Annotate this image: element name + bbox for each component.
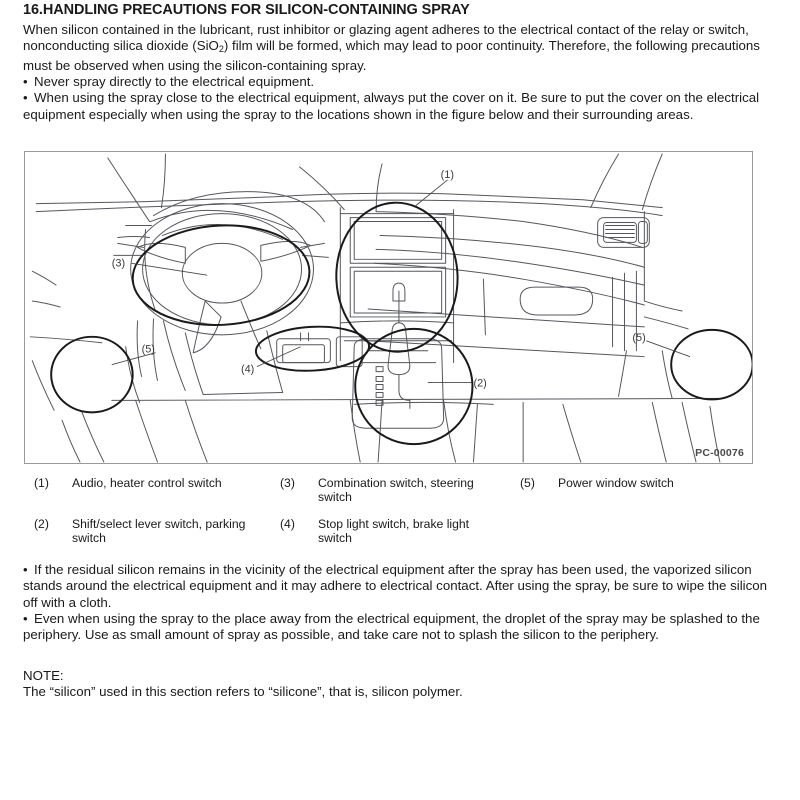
bullet-text: Never spray directly to the electrical equipment. (34, 74, 315, 89)
callout-label-5-right: (5) (632, 331, 646, 344)
precaution-bullet-list (23, 74, 780, 123)
intro-text-part1: When silicon contained in the lubricant, rust inhibitor or glazing agent adheres to the electrical contact of the relay or switch, nonconducting silica dioxide (SiO (23, 22, 749, 54)
legend-item (34, 517, 280, 545)
legend-item (520, 476, 760, 504)
list-item (23, 562, 780, 611)
callout-circle-5-left (51, 337, 132, 413)
list-item (23, 611, 780, 644)
note-title: NOTE: (23, 668, 64, 683)
bullet-marker-icon: • (23, 74, 28, 89)
bullet-text: Even when using the spray to the place away from the electrical equipment, the droplet of the spray may be splashed to the periphery. Use as small amount of spray as possible, and take care not to splash the silicon to the periphery. (23, 610, 760, 643)
dashboard-line-art (25, 152, 752, 463)
callout-label-4: (4) (240, 363, 255, 376)
figure-code: PC-00076 (695, 447, 744, 459)
list-item (23, 74, 780, 90)
bullet-marker-icon: • (23, 562, 28, 577)
callout-label-1: (1) (440, 168, 455, 181)
legend-label: Shift/select lever switch, parking switch (72, 517, 246, 545)
intro-text-part2: ) film will be formed, which may lead to poor continuity. Therefore, the following precautions must be observed when using the silicon-containing spray. (23, 38, 760, 73)
figure-legend (34, 476, 774, 545)
footer-bullet-list (23, 562, 780, 643)
page-title: 16.HANDLING PRECAUTIONS FOR SILICON-CONTAINING SPRAY (23, 2, 470, 18)
sio2-subscript: 2 (218, 44, 224, 55)
note-block (23, 668, 780, 701)
legend-label: Combination switch, steering switch (318, 476, 474, 504)
legend-number: (2) (34, 517, 49, 531)
callout-label-2: (2) (473, 377, 487, 390)
callout-circle-5-right (671, 330, 752, 400)
legend-number: (1) (34, 476, 49, 490)
list-item (23, 90, 780, 123)
intro-paragraph (23, 22, 780, 74)
legend-number: (4) (280, 517, 295, 531)
callout-label-5-left: (5) (141, 343, 155, 356)
legend-item (34, 476, 280, 504)
legend-item (280, 517, 520, 545)
legend-number: (3) (280, 476, 295, 490)
bullet-text: If the residual silicon remains in the vicinity of the electrical equipment after the spray has been used, the vaporized silicon stands around the electrical equipment and it may adhere to electrical contact. After using the spray, be sure to wipe the silicon off with a cloth. (23, 562, 768, 610)
note-text: The “silicon” used in this section refers to “silicone”, that is, silicon polymer. (23, 684, 463, 700)
legend-label: Audio, heater control switch (72, 476, 222, 490)
callout-circle-2 (355, 329, 472, 444)
callout-label-3: (3) (111, 257, 126, 270)
legend-number: (5) (520, 476, 535, 490)
bullet-marker-icon: • (23, 610, 28, 626)
bullet-marker-icon: • (23, 90, 28, 106)
figure-dashboard-illustration (24, 151, 753, 464)
legend-item (280, 476, 520, 504)
bullet-text: When using the spray close to the electrical equipment, always put the cover on it. Be sure to put the cover on the electrical equipment especially when using the spray to the locations shown in the figure below and their surrounding areas. (23, 90, 760, 122)
legend-label: Power window switch (558, 476, 674, 490)
callout-circle-4 (255, 324, 370, 374)
legend-label: Stop light switch, brake light switch (318, 517, 470, 545)
